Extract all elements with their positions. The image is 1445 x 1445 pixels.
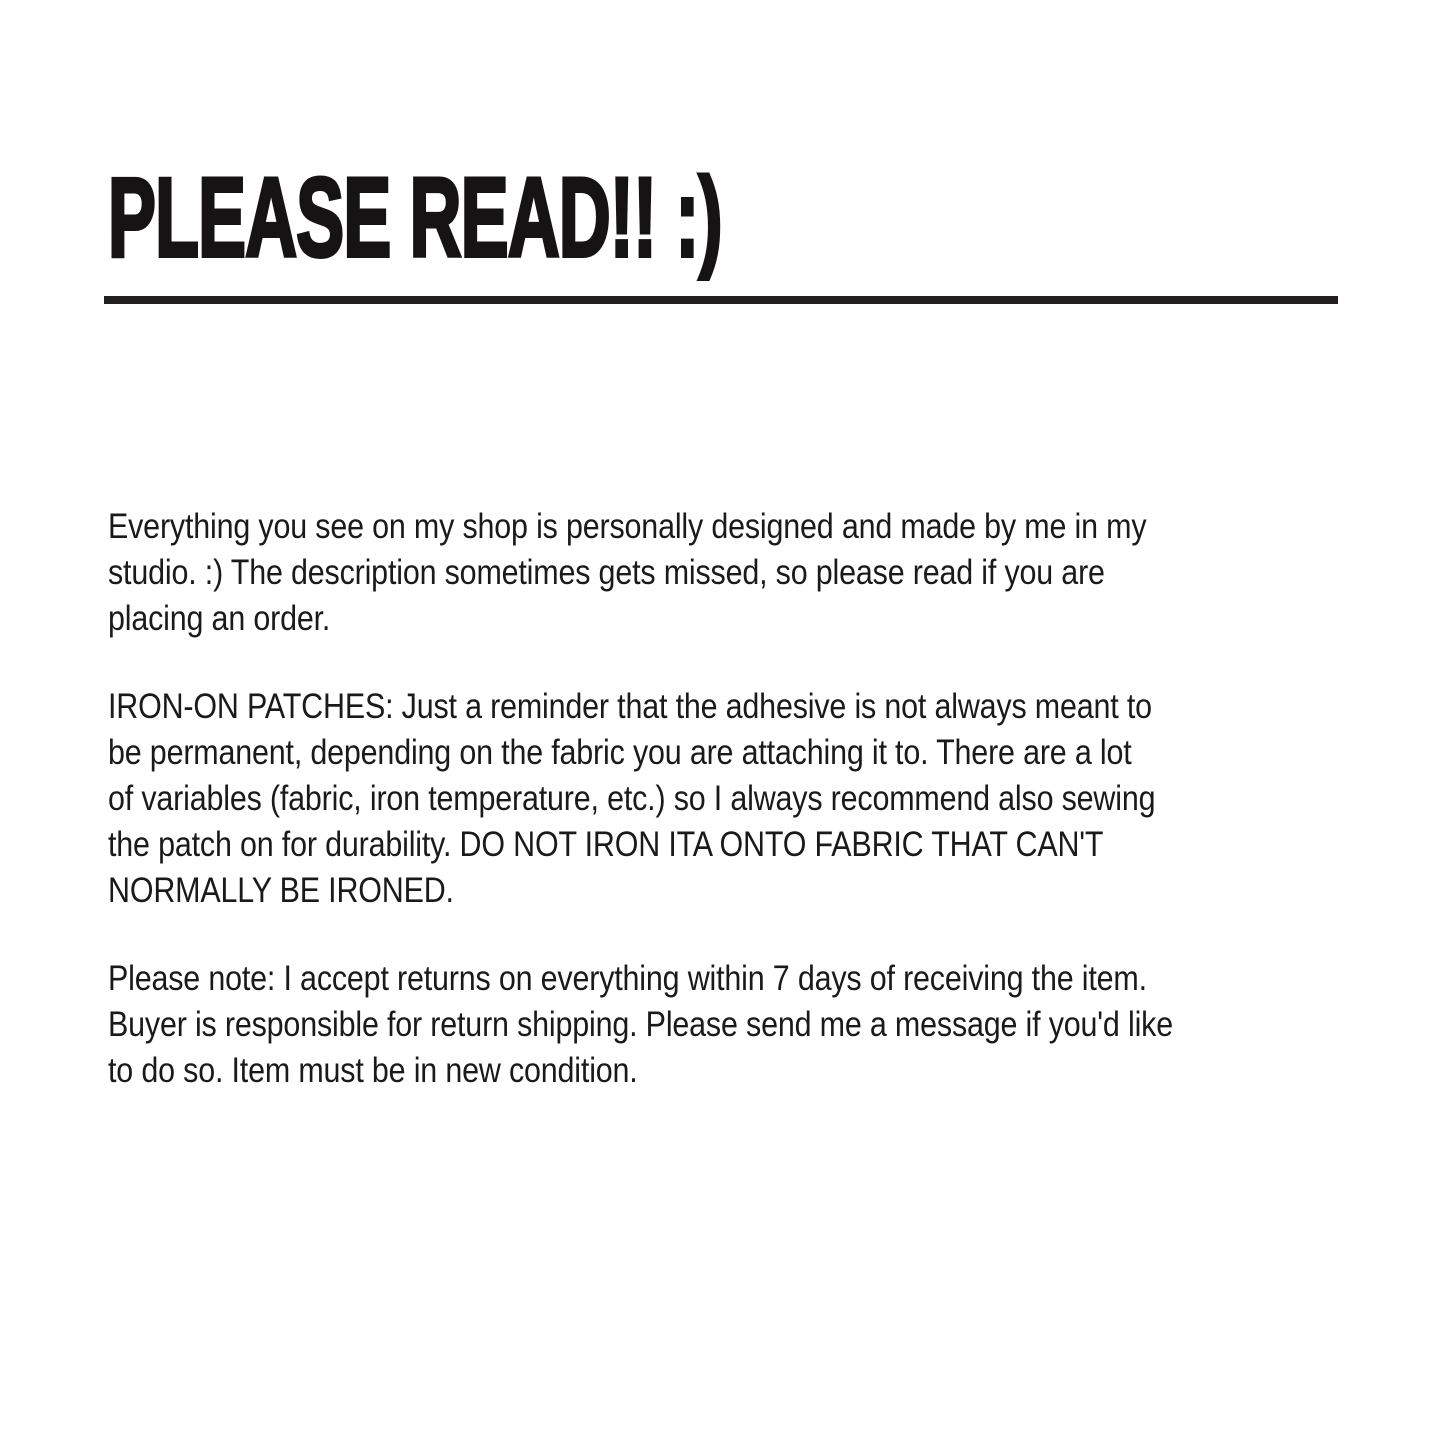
text-line: NORMALLY BE IRONED. — [108, 871, 454, 910]
paragraph-shop-intro — [108, 504, 1173, 642]
text-line: Please note: I accept returns on everything within 7 days of receiving the item. — [108, 959, 1147, 998]
paragraph-returns-policy — [108, 956, 1173, 1094]
text-line: studio. :) The description sometimes gets missed, so please read if you are — [108, 553, 1105, 592]
title-underline-rule — [104, 296, 1338, 304]
text-line: Everything you see on my shop is personally designed and made by me in my — [108, 507, 1147, 546]
paragraph-iron-on-patches — [108, 684, 1173, 914]
text-line: Buyer is responsible for return shipping. Please send me a message if you'd like — [108, 1005, 1173, 1044]
text-line: of variables (fabric, iron temperature, etc.) so I always recommend also sewing — [108, 779, 1156, 818]
text-line: be permanent, depending on the fabric you are attaching it to. There are a lot — [108, 733, 1132, 772]
text-line: to do so. Item must be in new condition. — [108, 1051, 638, 1090]
text-line: placing an order. — [108, 599, 331, 638]
notice-body — [108, 504, 1173, 1094]
page-title: PLEASE READ!! :) — [108, 155, 722, 280]
text-line: the patch on for durability. DO NOT IRON ITA ONTO FABRIC THAT CAN'T — [108, 825, 1104, 864]
text-line: IRON-ON PATCHES: Just a reminder that the adhesive is not always meant to — [108, 687, 1152, 726]
